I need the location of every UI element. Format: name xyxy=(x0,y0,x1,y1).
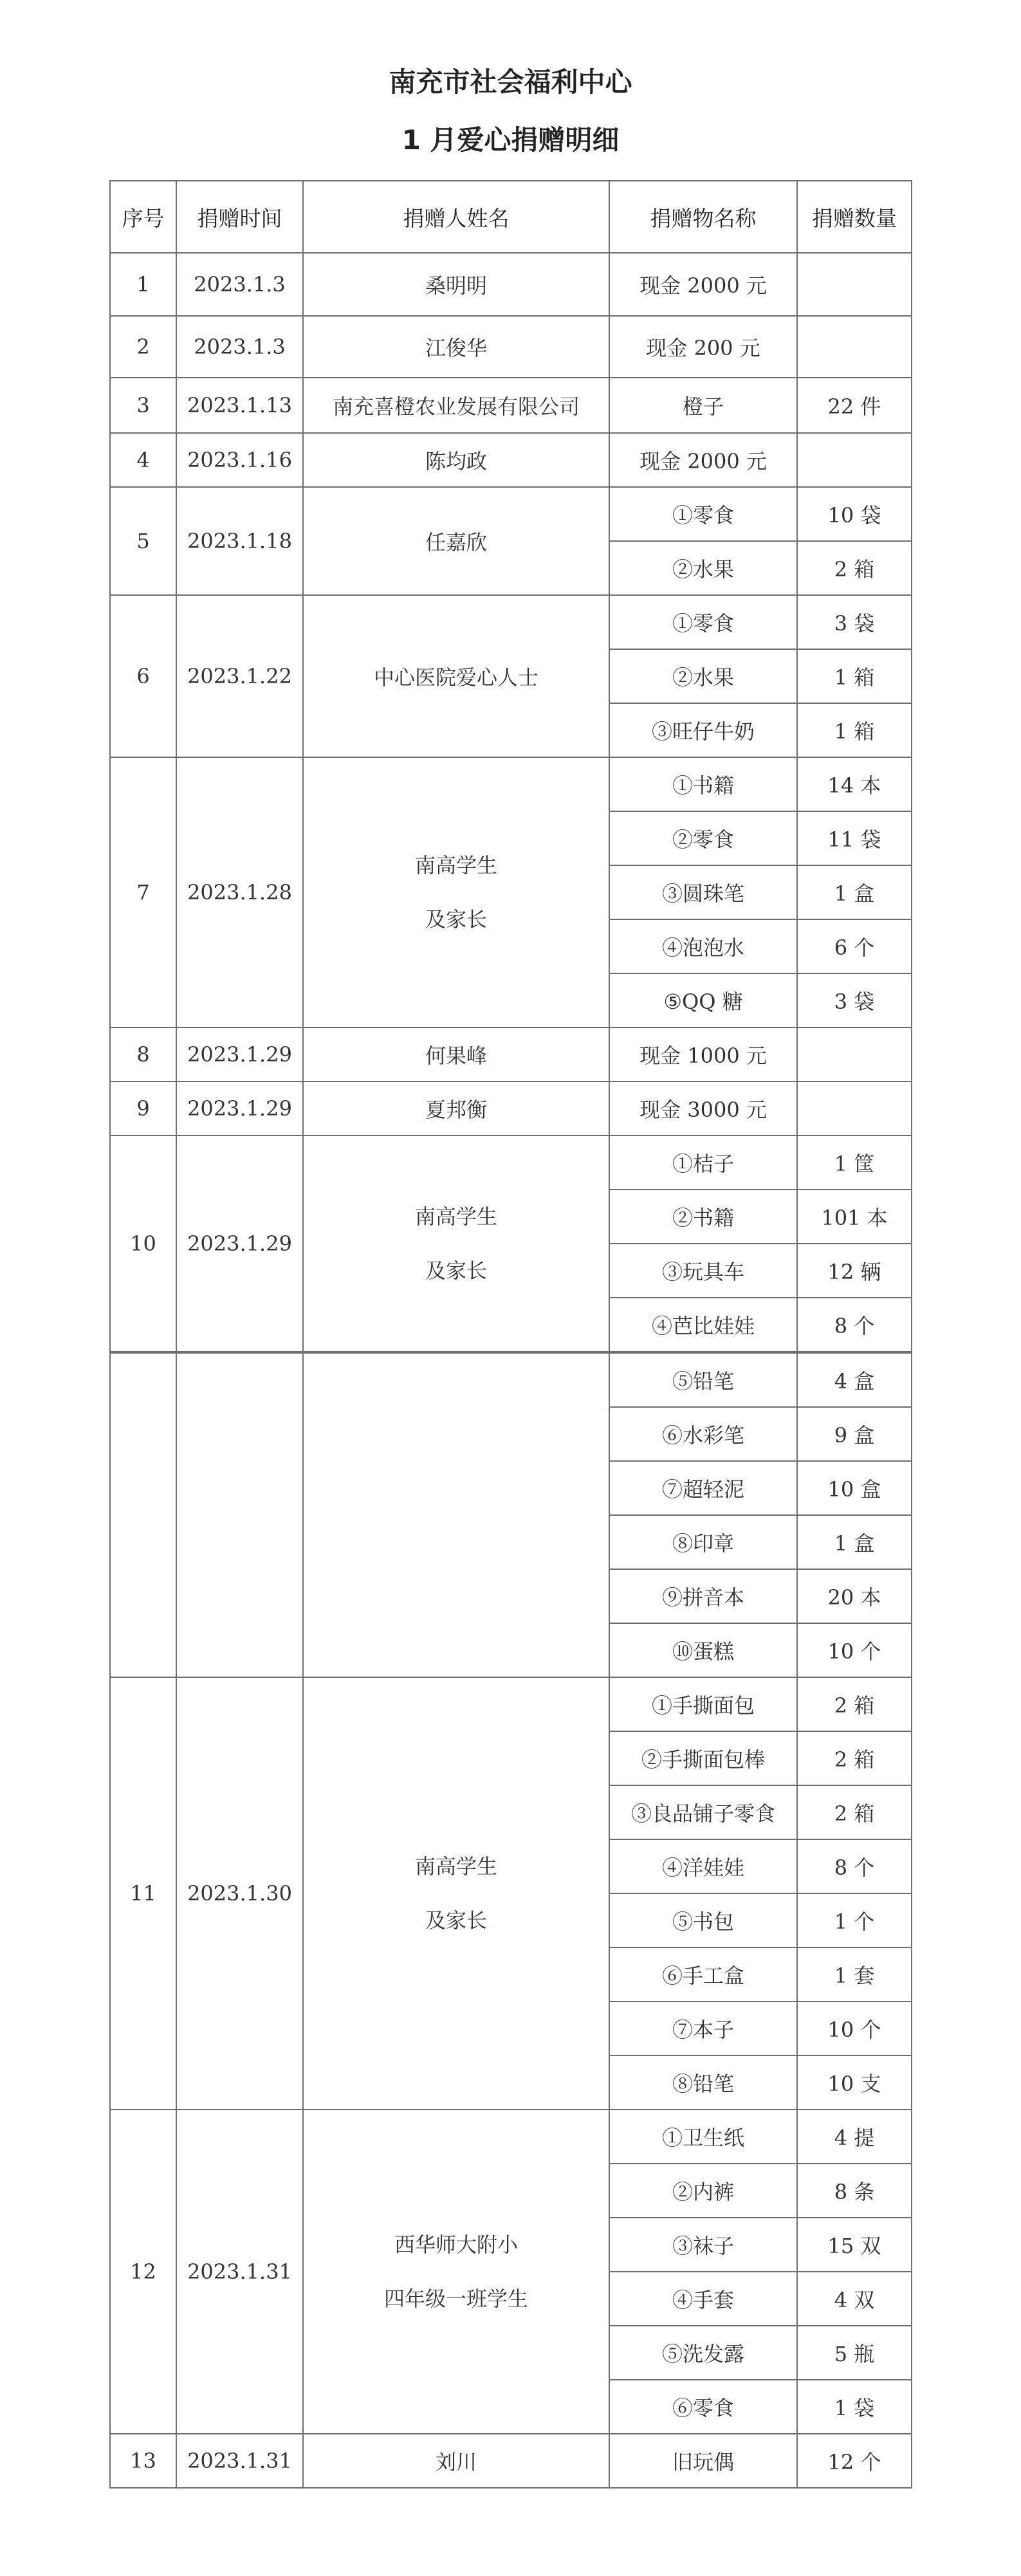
item-quantity: 1 盒 xyxy=(797,1515,912,1569)
item-name: ②书籍 xyxy=(609,1190,797,1244)
item-name: 现金 2000 元 xyxy=(609,253,797,316)
donation-date: 2023.1.3 xyxy=(176,253,303,316)
item-quantity: 11 袋 xyxy=(797,811,912,865)
item-quantity: 101 本 xyxy=(797,1190,912,1244)
item-name: ③旺仔牛奶 xyxy=(609,703,797,757)
item-quantity: 10 袋 xyxy=(797,487,912,541)
item-quantity xyxy=(797,253,912,316)
donor-name xyxy=(303,1136,609,1352)
row-number: 7 xyxy=(110,757,176,1027)
table-header-row xyxy=(110,181,912,253)
item-quantity: 2 箱 xyxy=(797,1731,912,1785)
donation-table-continued xyxy=(109,1352,912,2489)
item-quantity: 10 盒 xyxy=(797,1461,912,1515)
item-name: ⑧印章 xyxy=(609,1515,797,1569)
item-name: ④手套 xyxy=(609,2272,797,2326)
table-row xyxy=(110,253,912,316)
donation-date: 2023.1.30 xyxy=(176,1677,303,2110)
donation-date: 2023.1.29 xyxy=(176,1027,303,1081)
item-name: 旧玩偶 xyxy=(609,2434,797,2488)
row-number: 2 xyxy=(110,316,176,378)
item-name: ③袜子 xyxy=(609,2218,797,2272)
row-number: 4 xyxy=(110,433,176,487)
donation-date: 2023.1.3 xyxy=(176,316,303,378)
item-quantity: 1 箱 xyxy=(797,649,912,703)
item-name: 现金 2000 元 xyxy=(609,433,797,487)
donation-date: 2023.1.28 xyxy=(176,757,303,1027)
item-name: ②手撕面包棒 xyxy=(609,1731,797,1785)
item-name: ③良品铺子零食 xyxy=(609,1785,797,1839)
table-row xyxy=(110,1081,912,1136)
table-row xyxy=(110,1677,912,1731)
item-quantity: 1 筐 xyxy=(797,1136,912,1190)
row-number: 3 xyxy=(110,378,176,433)
donation-date: 2023.1.16 xyxy=(176,433,303,487)
item-name: ⑥水彩笔 xyxy=(609,1407,797,1461)
donation-date: 2023.1.13 xyxy=(176,378,303,433)
item-quantity: 4 提 xyxy=(797,2110,912,2164)
item-name: 橙子 xyxy=(609,378,797,433)
item-name: ②水果 xyxy=(609,649,797,703)
document-subtitle: 1 月爱心捐赠明细 xyxy=(401,124,620,156)
table-row xyxy=(110,2110,912,2164)
item-name: ①书籍 xyxy=(609,757,797,811)
item-name: 现金 1000 元 xyxy=(609,1027,797,1081)
item-quantity: 8 条 xyxy=(797,2164,912,2218)
header-cell: 捐赠人姓名 xyxy=(303,181,609,253)
donor-name-line: 及家长 xyxy=(425,1258,487,1283)
donation-date: 2023.1.29 xyxy=(176,1081,303,1136)
item-name: ④芭比娃娃 xyxy=(609,1298,797,1352)
item-quantity: 14 本 xyxy=(797,757,912,811)
item-name: ④洋娃娃 xyxy=(609,1839,797,1893)
donor-name: 夏邦衡 xyxy=(303,1081,609,1136)
item-quantity: 10 个 xyxy=(797,1623,912,1677)
item-quantity: 8 个 xyxy=(797,1839,912,1893)
item-name: ①零食 xyxy=(609,595,797,649)
document-title: 南充市社会福利中心 xyxy=(389,66,632,98)
item-quantity: 1 套 xyxy=(797,1947,912,2001)
donor-name-line: 南高学生 xyxy=(414,1204,497,1229)
item-quantity: 8 个 xyxy=(797,1298,912,1352)
row-number-empty xyxy=(110,1353,176,1677)
item-quantity: 1 盒 xyxy=(797,865,912,919)
donation-date: 2023.1.31 xyxy=(176,2434,303,2488)
item-quantity: 10 支 xyxy=(797,2056,912,2110)
item-name: ⑤书包 xyxy=(609,1893,797,1947)
donation-date: 2023.1.31 xyxy=(176,2110,303,2434)
donor-name: 中心医院爱心人士 xyxy=(303,595,609,757)
item-quantity: 2 箱 xyxy=(797,541,912,595)
item-name: ③圆珠笔 xyxy=(609,865,797,919)
row-number: 9 xyxy=(110,1081,176,1136)
item-name: 现金 200 元 xyxy=(609,316,797,378)
row-number: 10 xyxy=(110,1136,176,1352)
item-quantity: 2 箱 xyxy=(797,1785,912,1839)
table-row xyxy=(110,378,912,433)
item-quantity xyxy=(797,316,912,378)
item-quantity: 1 袋 xyxy=(797,2380,912,2434)
item-name: ④泡泡水 xyxy=(609,919,797,973)
donation-date: 2023.1.18 xyxy=(176,487,303,595)
item-name: ②零食 xyxy=(609,811,797,865)
item-quantity: 1 箱 xyxy=(797,703,912,757)
item-name: ①手撕面包 xyxy=(609,1677,797,1731)
item-name: ②内裤 xyxy=(609,2164,797,2218)
donation-date: 2023.1.29 xyxy=(176,1136,303,1352)
donor-name: 何果峰 xyxy=(303,1027,609,1081)
item-name: ⑥手工盒 xyxy=(609,1947,797,2001)
item-name: ⑥零食 xyxy=(609,2380,797,2434)
item-quantity: 9 盒 xyxy=(797,1407,912,1461)
donation-date-empty xyxy=(176,1353,303,1677)
row-number: 8 xyxy=(110,1027,176,1081)
item-name: 现金 3000 元 xyxy=(609,1081,797,1136)
item-quantity: 6 个 xyxy=(797,919,912,973)
row-number: 11 xyxy=(110,1677,176,2110)
row-number: 5 xyxy=(110,487,176,595)
donor-name-line: 南高学生 xyxy=(414,1854,497,1879)
donor-name: 任嘉欣 xyxy=(303,487,609,595)
donor-name: 南充喜橙农业发展有限公司 xyxy=(303,378,609,433)
item-name: ③玩具车 xyxy=(609,1244,797,1298)
table-row xyxy=(110,316,912,378)
donor-name: 江俊华 xyxy=(303,316,609,378)
item-quantity: 3 袋 xyxy=(797,595,912,649)
donor-name-empty xyxy=(303,1353,609,1677)
donor-name xyxy=(303,1677,609,2110)
row-number: 6 xyxy=(110,595,176,757)
table-row xyxy=(110,433,912,487)
item-quantity: 5 瓶 xyxy=(797,2326,912,2380)
item-name: ⑦超轻泥 xyxy=(609,1461,797,1515)
item-quantity: 4 盒 xyxy=(797,1353,912,1407)
donor-name-line: 西华师大附小 xyxy=(394,2232,518,2257)
table-row xyxy=(110,487,912,541)
item-name: ⑧铅笔 xyxy=(609,2056,797,2110)
row-number: 1 xyxy=(110,253,176,316)
donation-date: 2023.1.22 xyxy=(176,595,303,757)
donor-name-line: 及家长 xyxy=(425,1908,487,1933)
header-cell: 捐赠数量 xyxy=(797,181,912,253)
table-row xyxy=(110,1136,912,1190)
donor-name xyxy=(303,2110,609,2434)
item-name: ⑦本子 xyxy=(609,2001,797,2056)
item-name: ⑨拼音本 xyxy=(609,1569,797,1623)
item-name: ⑤QQ 糖 xyxy=(609,973,797,1027)
item-quantity: 10 个 xyxy=(797,2001,912,2056)
table-row xyxy=(110,757,912,811)
header-cell: 序号 xyxy=(110,181,176,253)
donor-name-line: 南高学生 xyxy=(414,853,497,878)
item-quantity xyxy=(797,433,912,487)
table-row xyxy=(110,1027,912,1081)
item-quantity: 12 个 xyxy=(797,2434,912,2488)
table-row xyxy=(110,595,912,649)
item-quantity: 20 本 xyxy=(797,1569,912,1623)
item-quantity: 4 双 xyxy=(797,2272,912,2326)
row-number: 12 xyxy=(110,2110,176,2434)
item-name: ①零食 xyxy=(609,487,797,541)
donor-name-line: 四年级一班学生 xyxy=(383,2286,528,2311)
donor-name: 刘川 xyxy=(303,2434,609,2488)
donor-name-line: 及家长 xyxy=(425,907,487,932)
header-cell: 捐赠时间 xyxy=(176,181,303,253)
item-quantity: 3 袋 xyxy=(797,973,912,1027)
item-quantity: 15 双 xyxy=(797,2218,912,2272)
table-row xyxy=(110,2434,912,2488)
donor-name: 桑明明 xyxy=(303,253,609,316)
item-name: ⑤洗发露 xyxy=(609,2326,797,2380)
item-quantity: 1 个 xyxy=(797,1893,912,1947)
donor-name: 陈均政 xyxy=(303,433,609,487)
item-quantity: 2 箱 xyxy=(797,1677,912,1731)
item-quantity: 22 件 xyxy=(797,378,912,433)
header-cell: 捐赠物名称 xyxy=(609,181,797,253)
donation-table xyxy=(109,180,912,1352)
item-name: ⑤铅笔 xyxy=(609,1353,797,1407)
table-row xyxy=(110,1353,912,1407)
item-quantity xyxy=(797,1027,912,1081)
item-name: ⑩蛋糕 xyxy=(609,1623,797,1677)
item-quantity xyxy=(797,1081,912,1136)
donor-name xyxy=(303,757,609,1027)
item-name: ②水果 xyxy=(609,541,797,595)
item-name: ①卫生纸 xyxy=(609,2110,797,2164)
item-quantity: 12 辆 xyxy=(797,1244,912,1298)
row-number: 13 xyxy=(110,2434,176,2488)
item-name: ①桔子 xyxy=(609,1136,797,1190)
